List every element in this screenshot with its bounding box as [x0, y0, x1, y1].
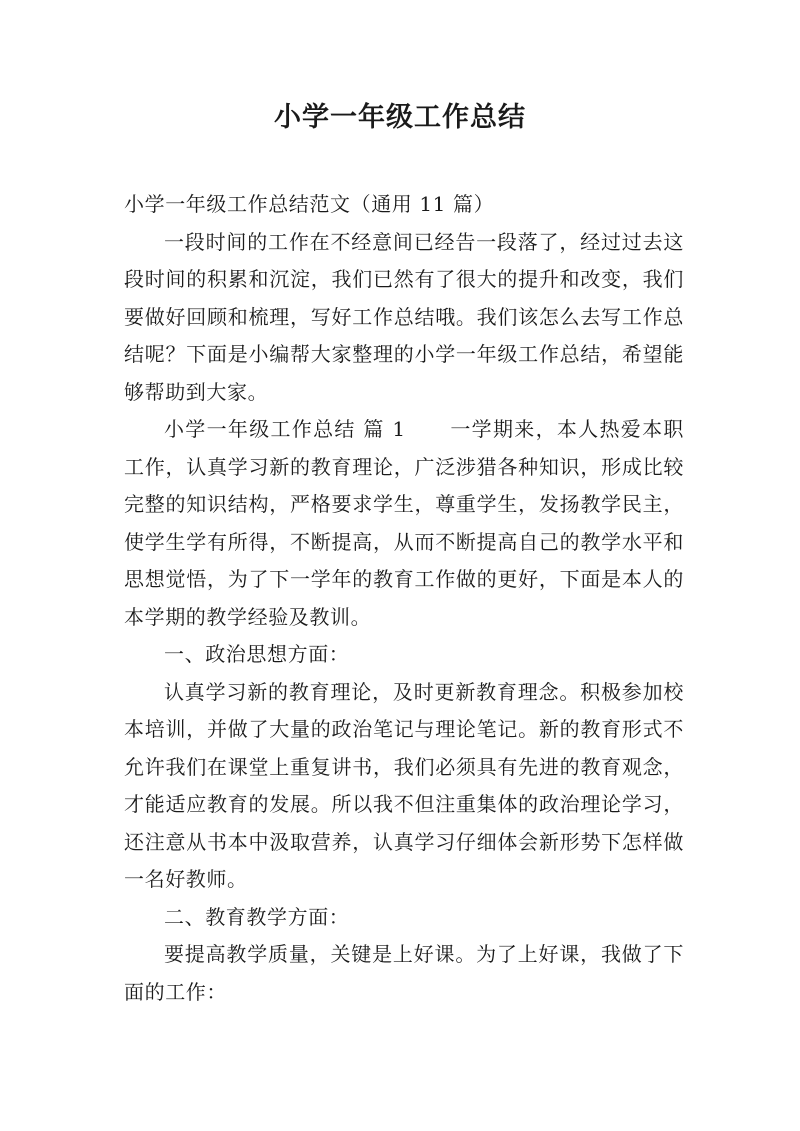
teaching-heading: 二、教育教学方面： — [164, 904, 350, 929]
document-body — [124, 186, 684, 1011]
document-title: 小学一年级工作总结 — [274, 102, 526, 133]
intro-paragraph: 一段时间的工作在不经意间已经告一段落了，经过过去这段时间的积累和沉淀，我们已然有了很大的提升和改变，我们要做好回顾和梳理，写好工作总结哦。我们该怎么去写工作总结呢？下面是小编帮大家整理的小学一年级工作总结，希望能够帮助到大家。 — [124, 229, 684, 404]
document-subtitle: 小学一年级工作总结范文（通用 11 篇） — [124, 192, 495, 216]
politics-paragraph: 认真学习新的教育理论，及时更新教育理念。积极参加校本培训，并做了大量的政治笔记与理论笔记。新的教育形式不允许我们在课堂上重复讲书，我们必须具有先进的教育观念，才能适应教育的发展。所以我不但注重集体的政治理论学习，还注意从书本中汲取营养，认真学习仔细体会新形势下怎样做一名好教师。 — [124, 679, 684, 891]
section1-body: 一学期来，本人热爱本职工作，认真学习新的教育理论，广泛涉猎各种知识，形成比较完整的知识结构，严格要求学生，尊重学生，发扬教学民主，使学生学有所得，不断提高，从而不断提高自己的教学水平和思想觉悟，为了下一学年的教育工作做的更好，下面是本人的本学期的教学经验及教训。 — [124, 417, 684, 629]
section1-paragraph — [124, 411, 684, 636]
section1-heading: 小学一年级工作总结 篇 1 — [164, 417, 406, 441]
teaching-paragraph: 要提高教学质量，关键是上好课。为了上好课，我做了下面的工作： — [124, 942, 684, 1004]
politics-heading: 一、政治思想方面： — [164, 642, 350, 666]
